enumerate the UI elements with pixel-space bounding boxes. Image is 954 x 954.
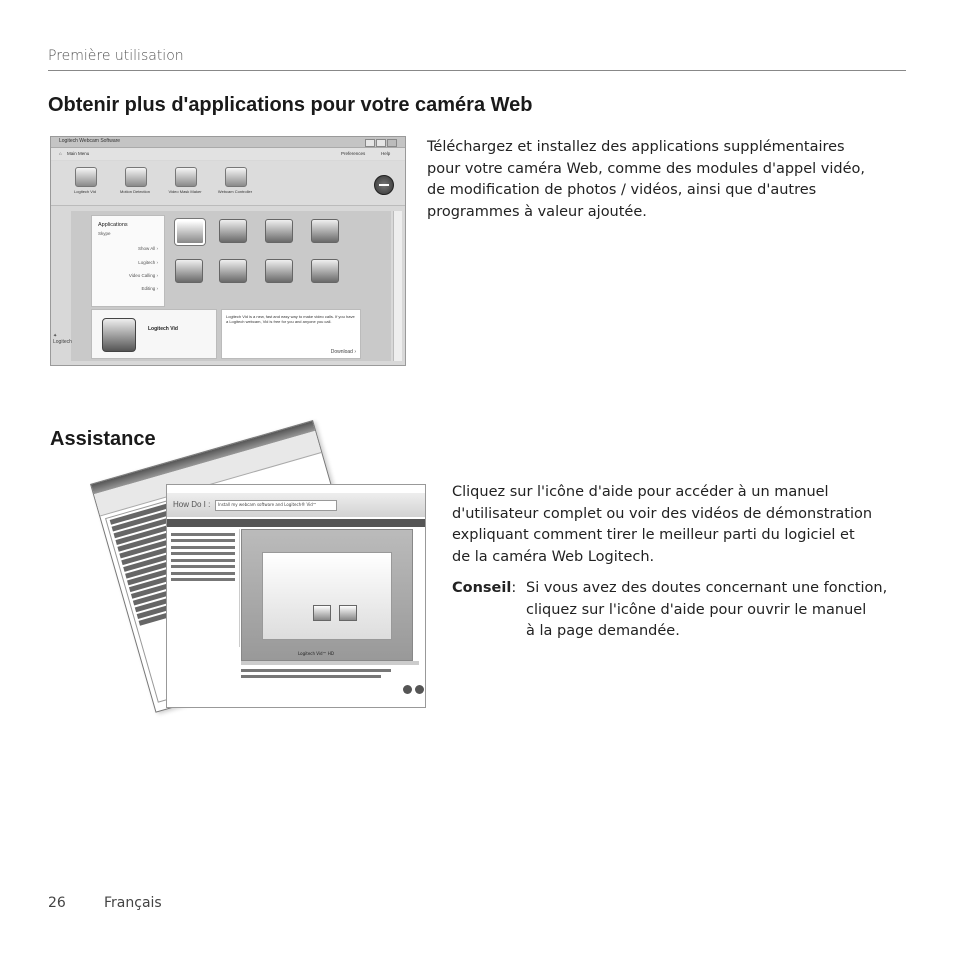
tip-line: cliquez sur l'icône d'aide pour ouvrir le manuel <box>526 601 867 618</box>
window-titlebar <box>51 137 405 148</box>
top-icon-bar <box>51 161 405 206</box>
header-rule <box>48 70 906 71</box>
webcam-controller-icon <box>225 167 247 187</box>
caption-text <box>241 675 381 678</box>
tip-label: Conseil <box>452 580 512 596</box>
body-line: de la caméra Web Logitech. <box>452 548 655 565</box>
video-button-icon <box>313 605 331 621</box>
how-do-i-window <box>166 484 426 708</box>
section-title-apps: Obtenir plus d'applications pour votre caméra Web <box>48 94 533 116</box>
tip-block <box>452 578 516 600</box>
top-icon-label: Webcam Controller <box>217 189 253 194</box>
body-line: de modification de photos / vidéos, ainsi que d'autres <box>427 182 817 198</box>
section-title-assistance: Assistance <box>50 428 156 450</box>
footer-language: Français <box>104 895 162 911</box>
apps-link: Show All › <box>137 246 158 251</box>
body-line: Téléchargez et installez des applications supplémentaires <box>427 139 845 155</box>
app-menubar <box>51 148 405 160</box>
help-toc <box>167 529 240 647</box>
prev-icon <box>403 685 412 694</box>
logitech-logo-icon: ✦ <box>53 333 58 339</box>
download-link: Download › <box>330 349 356 355</box>
how-do-i-bar <box>167 493 425 517</box>
maximize-icon <box>376 139 386 147</box>
app-vid-icon <box>175 219 205 245</box>
tip-line: Si vous avez des doutes concernant une fonction, <box>526 580 888 596</box>
page-number: 26 <box>48 895 66 911</box>
apps-sub: Skype <box>98 231 111 236</box>
scrollbar <box>393 211 402 361</box>
top-icon-label: Motion Detection <box>119 189 150 194</box>
video-frame <box>262 552 392 640</box>
apps-panel <box>71 211 391 361</box>
body-line: expliquant comment tirer le meilleur parti du logiciel et <box>452 527 855 543</box>
app-description: Logitech Vid is a new, fast and easy way to make video calls. If you have a Logitech webcam, Vid is free for you and anyone you call. <box>226 314 355 324</box>
how-do-i-question: Install my webcam software and Logitech® Vid™ <box>218 502 317 507</box>
apps-link: Video Calling › <box>128 273 158 278</box>
collapse-button <box>374 175 394 195</box>
menu-help: Help <box>381 151 391 156</box>
tip-line: à la page demandée. <box>526 623 680 639</box>
video-timeline <box>241 661 419 665</box>
caption-text <box>241 669 391 672</box>
apps-link: Logitech › <box>138 260 158 265</box>
top-icon-label: Video Mask Maker <box>168 189 202 194</box>
logitech-vid-icon <box>75 167 97 187</box>
next-icon <box>415 685 424 694</box>
app-tools-icon <box>265 259 293 283</box>
running-header: Première utilisation <box>48 48 184 64</box>
help-windows-screenshot <box>62 462 426 728</box>
section1-body <box>427 137 865 223</box>
app-name: Logitech Vid <box>148 326 178 332</box>
apps-menu <box>91 215 165 307</box>
apps-link: Editing › <box>141 286 158 291</box>
apps-heading: Applications <box>98 222 128 228</box>
app-mask-icon <box>311 219 339 243</box>
body-line: pour votre caméra Web, comme des modules d'appel vidéo, <box>427 160 866 177</box>
close-icon <box>387 139 397 147</box>
logo-text: Logitech <box>53 339 72 345</box>
top-icon-label: Logitech Vid <box>74 189 96 194</box>
app-camera-icon <box>265 219 293 243</box>
demo-video-player <box>241 529 413 661</box>
vid-avatar-icon <box>102 318 136 352</box>
app-puzzle-icon <box>219 259 247 283</box>
window-title: Logitech Webcam Software <box>59 138 121 144</box>
app-edit-icon <box>311 259 339 283</box>
how-do-i-select <box>215 500 337 511</box>
menu-preferences: Preferences <box>341 151 366 156</box>
section2-body <box>452 482 872 568</box>
logitech-logo <box>53 333 71 359</box>
webcam-software-screenshot <box>50 136 406 366</box>
app-post-icon <box>219 219 247 243</box>
video-caption: Logitech Vid™ HD <box>298 651 334 656</box>
app-description-box <box>221 309 361 359</box>
tip-text <box>526 578 887 643</box>
body-line: Cliquez sur l'icône d'aide pour accéder à un manuel <box>452 484 829 500</box>
body-line: d'utilisateur complet ou voir des vidéos de démonstration <box>452 505 873 522</box>
tip-colon: : <box>511 580 517 596</box>
how-do-i-label: How Do I : <box>173 500 211 509</box>
minimize-icon <box>365 139 375 147</box>
video-mask-icon <box>175 167 197 187</box>
menu-main: Main Menu <box>67 151 90 156</box>
body-line: programmes à valeur ajoutée. <box>427 203 647 220</box>
topic-title-bar <box>167 519 425 527</box>
motion-detection-icon <box>125 167 147 187</box>
app-info-box <box>91 309 217 359</box>
app-skype-icon <box>175 259 203 283</box>
phone-icon <box>339 605 357 621</box>
home-icon: ⌂ <box>59 151 62 156</box>
